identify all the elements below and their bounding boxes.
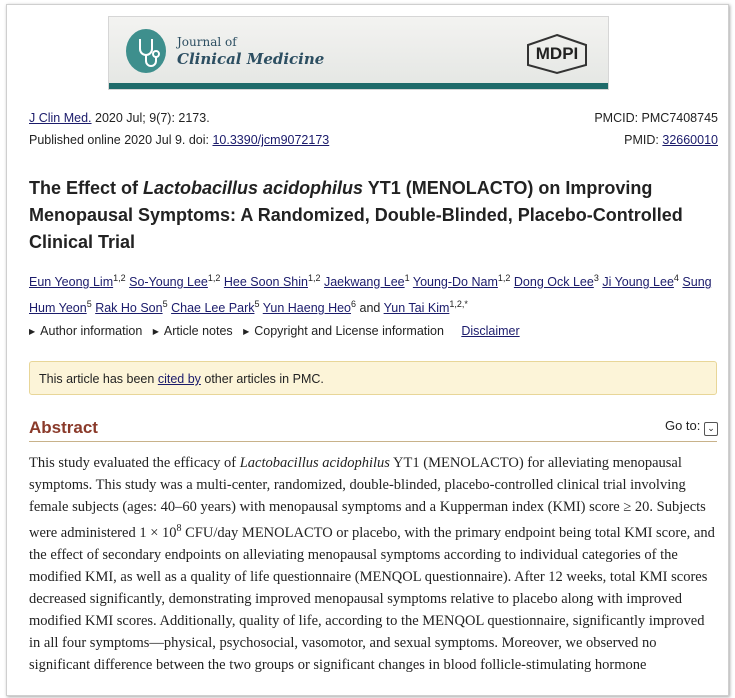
pmid-line: [624, 133, 718, 147]
notice-pre: This article has been: [39, 372, 158, 386]
article-notes-label: Article notes: [163, 324, 233, 338]
author-affiliation: 1,2: [207, 273, 221, 283]
author-affiliation: 5: [86, 299, 92, 310]
journal-banner[interactable]: [108, 16, 609, 90]
author-affiliation: 6: [351, 299, 357, 310]
author-link[interactable]: Yun Tai Kim: [383, 301, 450, 316]
mdpi-text: MDPI: [535, 44, 579, 63]
author-info-toggle[interactable]: [29, 324, 142, 338]
author-affiliation: 1,2: [113, 273, 126, 283]
author-link[interactable]: So-Young Lee: [129, 275, 208, 290]
goto-menu[interactable]: [665, 418, 718, 436]
abstract-p2: YT1 (MENOLACTO) for alleviating menopausal symptoms. This study was a multi-center, randomized, double-blinded, placebo-controlled clinical trial involving female subjects (ages: 40–60 years) with menopausal symptoms and a Kupperman index (KMI) score ≥ 20. Subjects were administered 1 × 10: [29, 455, 706, 541]
copyright-label: Copyright and License information: [254, 324, 444, 338]
author-affiliation: 4: [673, 273, 679, 283]
abstract-divider: [29, 441, 717, 442]
citation-line: [29, 111, 210, 125]
mdpi-logo: [524, 33, 590, 75]
author-affiliation: 1,2,*: [449, 299, 468, 310]
abstract-heading: Abstract: [29, 418, 98, 437]
author-affiliation: 3: [593, 273, 599, 283]
author-affiliation: 1: [404, 273, 410, 283]
triangle-right-icon: ▶: [243, 327, 250, 336]
stethoscope-logo-icon: [126, 29, 166, 73]
triangle-right-icon: ▶: [152, 327, 159, 336]
author-affiliation: 1,2: [307, 273, 321, 283]
article-notes-toggle[interactable]: [153, 324, 233, 338]
title-species: Lactobacillus acidophilus: [143, 178, 364, 198]
abstract-text: [29, 452, 719, 676]
published-line: [29, 133, 329, 147]
author-link[interactable]: Sung Hum Yeon: [29, 275, 712, 316]
article-info-bar: [29, 324, 520, 338]
cited-by-link[interactable]: cited by: [157, 372, 201, 386]
pmid-label: PMID:: [624, 133, 663, 147]
notice-post: other articles in PMC.: [200, 372, 324, 386]
author-link[interactable]: Hee Soon Shin: [223, 275, 308, 290]
triangle-right-icon: ▶: [29, 327, 36, 336]
disclaimer-link[interactable]: Disclaimer: [461, 324, 520, 338]
abstract-species: Lactobacillus acidophilus: [239, 455, 390, 471]
goto-label: Go to:: [664, 418, 701, 433]
author-link[interactable]: Young-Do Nam: [412, 275, 498, 290]
journal-title-small: Journal of: [177, 35, 237, 49]
author-link[interactable]: Eun Yeong Lim: [29, 275, 114, 290]
author-link[interactable]: Ji Young Lee: [602, 275, 674, 290]
author-link[interactable]: Jaekwang Lee: [323, 275, 405, 290]
article-title: [29, 175, 719, 256]
journal-title: [177, 35, 324, 68]
author-affiliation: 1,2: [497, 273, 511, 283]
abstract-p1: This study evaluated the efficacy of: [29, 455, 240, 471]
cited-by-notice: [29, 361, 717, 395]
doi-link[interactable]: 10.3390/jcm9072173: [212, 133, 330, 147]
page-frame: [6, 4, 729, 696]
journal-title-main: Clinical Medicine: [177, 50, 325, 68]
author-link[interactable]: Yun Haeng Heo: [262, 301, 352, 316]
citation-issue: 2020 Jul; 9(7): 2173.: [91, 111, 210, 125]
author-list: Eun Yeong Lim$^{1,2}$ So-Young Lee$^{1,2}$ Hee Soon Shin$^{1,2}$ Jaekwang Lee$^1$ Young-Do Nam$^{1,2}$ Dong Ock Lee$^3$ Ji Young Lee$^4$ Sung Hum Yeon$^5$ Rak Ho Son$^5$ Chae Lee Park$^5$ Yun Haeng Heo$^6$ and Yun Tai Kim$^{1,2,*}$: [29, 273, 712, 316]
abstract-p3: CFU/day MENOLACTO or placebo, with the primary endpoint being total KMI score, and the effect of secondary endpoints on alleviating menopausal symptoms according to individual categories of the modified KMI, as well as a quality of life questionnaire (MENQOL questionnaire). After 12 weeks, total KMI scores decreased significantly, demonstrating improved menopausal symptoms relative to placebo along with improved modified KMI scores. Additionally, quality of life, according to the MENQOL questionnaire, significantly improved in all four symptoms—physical, psychosocial, vasomotor, and sexual symptoms. Moreover, we observed no significant difference between the two groups or significant changes in blood follicle-stimulating hormone: [29, 524, 715, 673]
banner-stripe: [109, 83, 608, 89]
copyright-toggle[interactable]: [243, 324, 444, 338]
author-affiliation: 5: [254, 299, 260, 310]
published-text: Published online 2020 Jul 9. doi:: [29, 133, 213, 147]
journal-link[interactable]: J Clin Med.: [29, 111, 92, 125]
title-part-b: YT1 (MENOLACTO) on Improving Menopausal Symptoms: A Randomized, Double-Blinded, Placebo-Controlled Clinical Trial: [29, 178, 683, 252]
pmid-link[interactable]: 32660010: [662, 133, 718, 147]
author-link[interactable]: Chae Lee Park: [171, 301, 255, 316]
author-affiliation: 5: [162, 299, 168, 310]
chevron-down-icon[interactable]: ⌄: [704, 422, 718, 436]
author-link[interactable]: Dong Ock Lee: [513, 275, 594, 290]
pmcid: PMCID: PMC7408745: [594, 111, 718, 125]
title-part-a: The Effect of: [29, 178, 144, 198]
author-link[interactable]: Rak Ho Son: [95, 301, 163, 316]
author-info-label: Author information: [40, 324, 143, 338]
abstract-exponent: 8: [176, 523, 182, 534]
